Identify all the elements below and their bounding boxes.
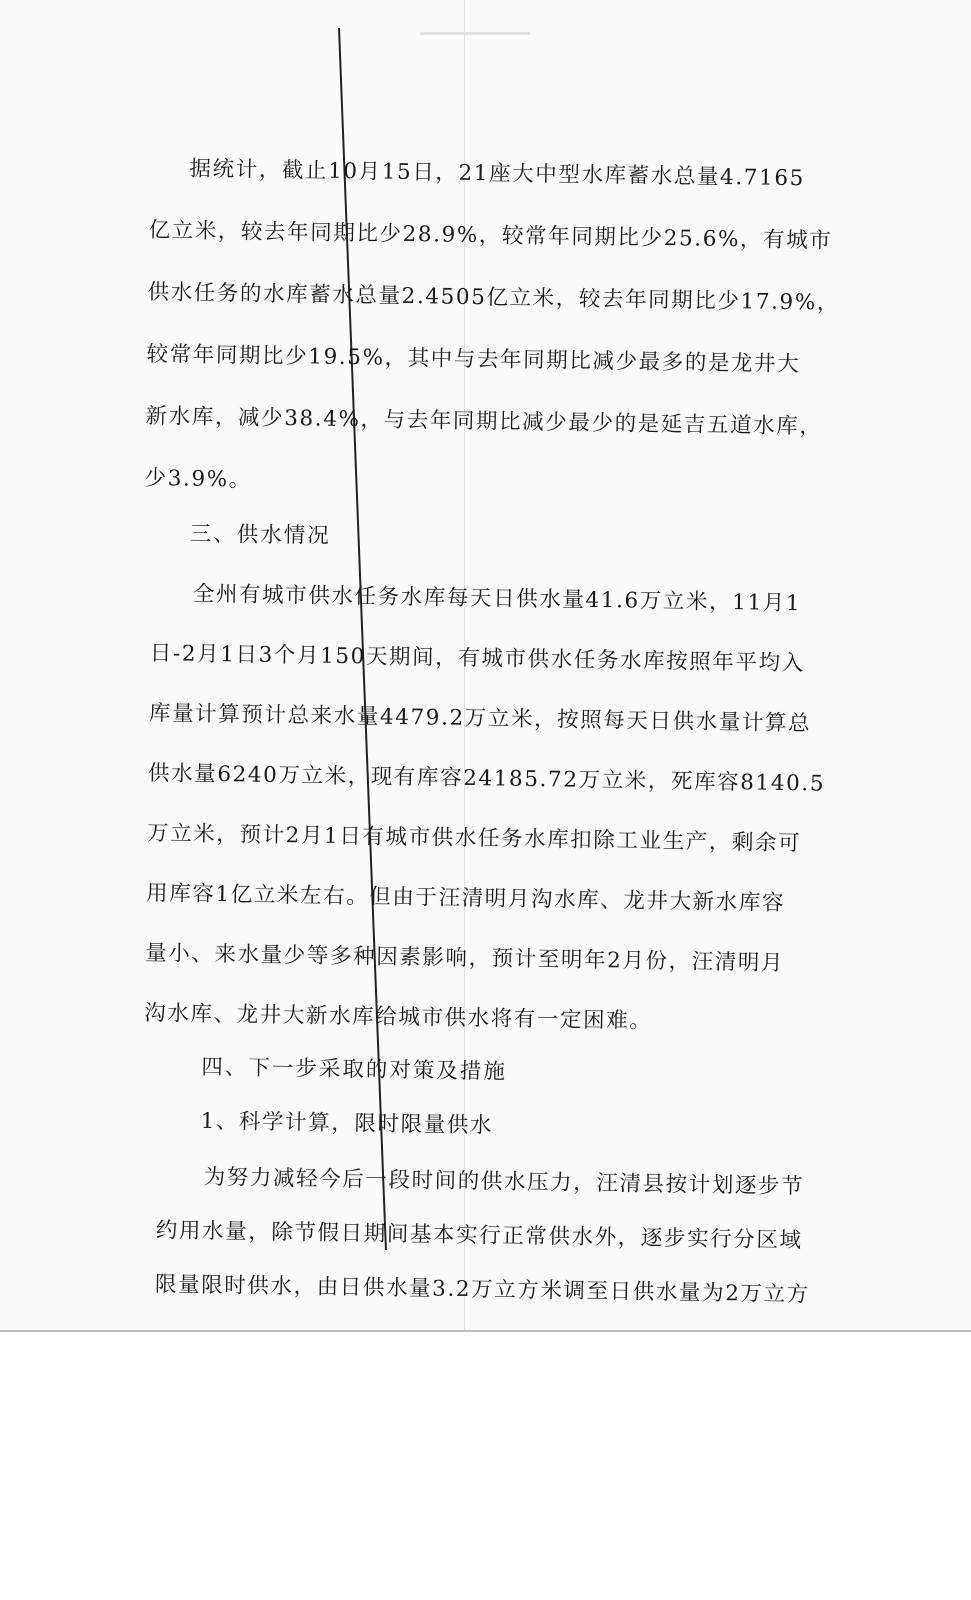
- subsection-1-heading: 1、科学计算，限时限量供水: [200, 1108, 494, 1139]
- section-4-heading: 四、下一步采取的对策及措施: [201, 1054, 508, 1085]
- paragraph-2-line-5: 万立米，预计2月1日有城市供水任务水库扣除工业生产，剩余可: [146, 820, 802, 857]
- paragraph-2-line-2: 日-2月1日3个月150天期间，有城市供水任务水库按照年平均入: [149, 640, 805, 677]
- paragraph-2-line-3: 库量计算预计总来水量4479.2万立米，按照每天日供水量计算总: [148, 700, 812, 737]
- paragraph-3-line-1: 为努力减轻今后一段时间的供水压力，汪清县按计划逐步节: [203, 1164, 805, 1200]
- paragraph-1-line-1: 据统计，截止10月15日，21座大中型水库蓄水总量4.7165: [189, 156, 806, 192]
- paragraph-2-line-8: 沟水库、龙井大新水库给城市供水将有一定困难。: [144, 1000, 653, 1034]
- paragraph-3-line-3: 限量限时供水，由日供水量3.2万立方米调至日供水量为2万立方: [154, 1272, 810, 1308]
- paragraph-1-line-3: 供水任务的水库蓄水总量2.4505亿立米，较去年同期比少17.9%，: [147, 279, 841, 316]
- paragraph-2-line-4: 供水量6240万立米，现有库容24185.72万立米，死库容8140.5: [147, 760, 826, 797]
- paragraph-1-line-6: 少3.9%。: [144, 465, 253, 493]
- paragraph-2-line-6: 用库容1亿立米左右。但由于汪清明月沟水库、龙井大新水库容: [145, 880, 786, 916]
- paragraph-1-line-2: 亿立米，较去年同期比少28.9%，较常年同期比少25.6%，有城市: [148, 217, 833, 254]
- paragraph-1-line-5: 新水库，减少38.4%，与去年同期比减少最少的是延吉五道水库，: [145, 403, 823, 440]
- paragraph-1-line-4: 较常年同期比少19.5%，其中与去年同期比减少最多的是龙井大: [146, 341, 801, 378]
- paragraph-2-line-7: 量小、来水量少等多种因素影响，预计至明年2月份，汪清明月: [144, 940, 785, 976]
- paragraph-3-line-2: 约用水量，除节假日期间基本实行正常供水外，逐步实行分区域: [155, 1218, 803, 1254]
- section-3-heading: 三、供水情况: [189, 521, 331, 549]
- paragraph-2-line-1: 全州有城市供水任务水库每天日供水量41.6万立米，11月1: [192, 581, 802, 617]
